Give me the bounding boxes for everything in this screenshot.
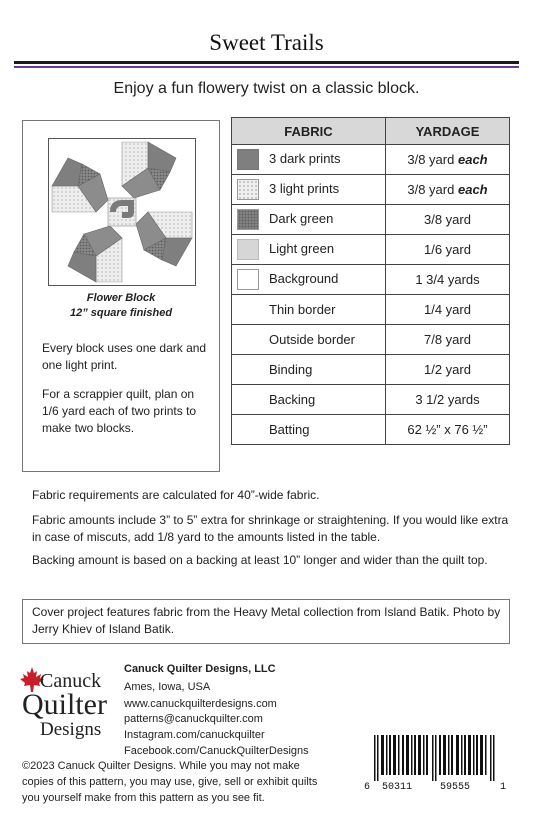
fabric-requirements-table (231, 117, 510, 445)
instagram-link[interactable]: Instagram.com/canuckquilter (124, 729, 265, 741)
table-row (232, 355, 510, 385)
barcode-digits-right: 59555 (440, 782, 471, 793)
yardage-value: 1/6 yard (386, 235, 510, 265)
title-rule (14, 61, 519, 64)
logo-text-canuck: Canuck (40, 670, 102, 692)
table-row (232, 235, 510, 265)
company-location: Ames, Iowa, USA (124, 681, 211, 693)
title-accent-rule (14, 66, 519, 68)
yardage-value: 1 3/4 yards (386, 265, 510, 295)
yardage-value: 3/8 yard (407, 152, 455, 167)
table-row (232, 295, 510, 325)
yardage-emphasis: each (457, 152, 488, 167)
light-green-swatch (237, 239, 259, 260)
yardage-value: 3/8 yard (407, 182, 455, 197)
yardage-value: 3 1/2 yards (386, 385, 510, 415)
yardage-value: 62 ½” x 76 ½” (386, 415, 510, 445)
fabric-name: Light green (269, 240, 335, 256)
barcode-digits-left: 50311 (382, 782, 413, 793)
table-row (232, 175, 510, 205)
facebook-link[interactable]: Facebook.com/CanuckQuilterDesigns (124, 745, 309, 757)
table-header-row (232, 118, 510, 145)
light-print-swatch (237, 179, 259, 200)
company-name: Canuck Quilter Designs, LLC (124, 663, 276, 675)
fabric-name: Outside border (269, 332, 355, 347)
fabric-name: Thin border (269, 302, 336, 317)
background-swatch (237, 269, 259, 290)
fabric-name: Batting (269, 422, 310, 437)
yardage-value: 3/8 yard (386, 205, 510, 235)
fabric-name: Dark green (269, 210, 334, 226)
block-caption-title: Flower Block (86, 292, 156, 304)
dark-green-swatch (237, 209, 259, 230)
cover-credit: Cover project features fabric from the Heavy Metal collection from Island Batik. Photo by Jerry Khiev of Island Batik. (32, 605, 501, 636)
table-row (232, 145, 510, 175)
table-row (232, 325, 510, 355)
block-note-one: Every block uses one dark and one light print. (42, 341, 207, 372)
logo-text-quilter: Quilter (22, 688, 107, 721)
website-link[interactable]: www.canuckquilterdesigns.com (124, 698, 277, 710)
block-note-two: For a scrappier quilt, plan on 1/6 yard each of two prints to make two blocks. (42, 387, 197, 435)
barcode (372, 735, 506, 781)
table-row (232, 385, 510, 415)
table-row (232, 205, 510, 235)
fabric-column-header: FABRIC (232, 118, 386, 145)
fabric-width-note: Fabric requirements are calculated for 40”-wide fabric. (32, 488, 320, 502)
yardage-value: 1/4 yard (386, 295, 510, 325)
fabric-name: 3 dark prints (269, 150, 341, 166)
backing-note: Backing amount is based on a backing at least 10” longer and wider than the quilt top. (32, 553, 488, 567)
table-row (232, 415, 510, 445)
dark-print-swatch (237, 149, 259, 170)
tagline: Enjoy a fun flowery twist on a classic block. (113, 80, 420, 97)
email-link[interactable]: patterns@canuckquilter.com (124, 713, 263, 725)
yardage-column-header: YARDAGE (386, 118, 510, 145)
fabric-extra-note: Fabric amounts include 3” to 5” extra for shrinkage or straightening. If you would like extra in case of miscuts, add 1/8 yard to the amounts listed in the table. (32, 513, 509, 544)
fabric-name: 3 light prints (269, 180, 340, 196)
fabric-name: Background (269, 270, 339, 286)
block-caption-size: 12” square finished (69, 307, 173, 319)
barcode-digit-check: 1 (500, 782, 507, 793)
flower-block-illustration (48, 138, 196, 286)
page-title: Sweet Trails (209, 30, 324, 55)
fabric-name: Binding (269, 362, 313, 377)
table-row (232, 265, 510, 295)
yardage-emphasis: each (457, 182, 488, 197)
yardage-value: 7/8 yard (386, 325, 510, 355)
copyright-notice: ©2023 Canuck Quilter Designs. While you may not make copies of this pattern, you may use, give, sell or exhibit quilts you yourself make from this pattern as you see fit. (22, 760, 318, 804)
barcode-digit-lead: 6 (364, 782, 371, 793)
logo-text-designs: Designs (40, 719, 102, 740)
yardage-value: 1/2 yard (386, 355, 510, 385)
block-caption (22, 291, 220, 321)
fabric-name: Backing (269, 392, 316, 407)
